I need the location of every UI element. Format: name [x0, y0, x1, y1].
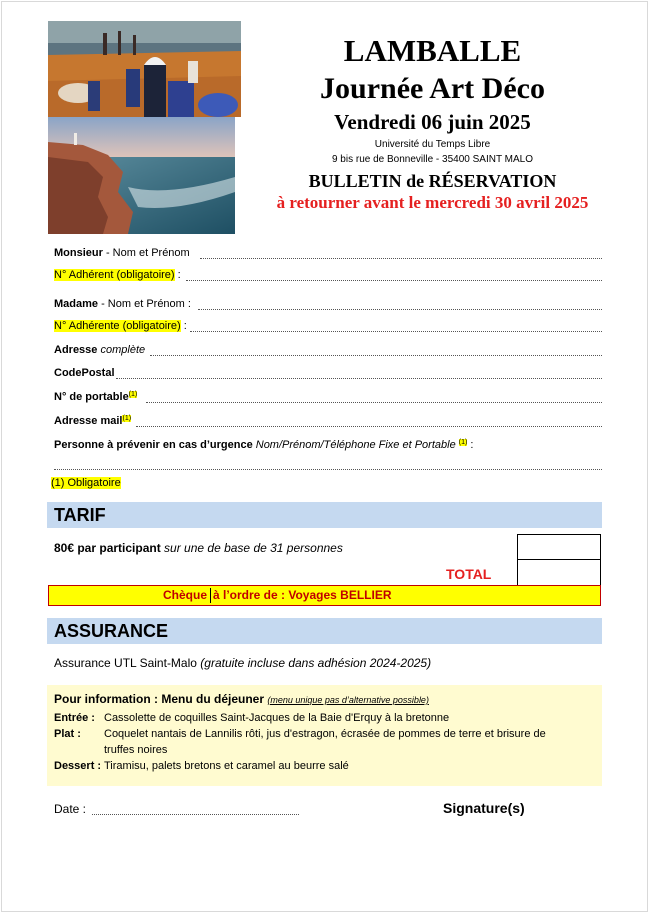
assurance-note: (gratuite incluse dans adhésion 2024-2025) — [200, 656, 432, 670]
madame-line[interactable] — [198, 309, 602, 310]
cheque-text-a: Chèque — [163, 588, 208, 602]
portable-label: N° de portable — [54, 391, 129, 403]
adresse-label: Adresse — [54, 344, 101, 356]
codepostal-line[interactable] — [116, 378, 602, 379]
total-box[interactable] — [517, 559, 601, 586]
urgence-colon: : — [467, 439, 474, 451]
cheque-banner — [48, 585, 601, 606]
monsieur-label: Monsieur — [54, 247, 103, 259]
urgence-sup: (1) — [458, 439, 468, 446]
date-line[interactable] — [92, 814, 299, 815]
plat-text-2: truffes noires — [104, 744, 168, 756]
urgence-label: Personne à prévenir en cas d’urgence — [54, 439, 256, 451]
portable-line[interactable] — [146, 402, 602, 403]
adherent-label: N° Adhérent (obligatoire) — [54, 269, 175, 281]
urgence-line-row[interactable] — [54, 456, 602, 472]
adherente-line[interactable] — [190, 331, 602, 332]
dessert-label: Dessert : — [54, 760, 102, 772]
tarif-heading: TARIF — [47, 502, 602, 528]
event-date: Vendredi 06 juin 2025 — [334, 110, 531, 134]
monsieur-line[interactable] — [200, 258, 602, 259]
codepostal-field[interactable] — [54, 365, 602, 381]
plat-text-1: Coquelet nantais de Lannilis rôti, jus d'estragon, écrasée de pommes de terre et brisure de — [104, 728, 546, 740]
codepostal-label: CodePostal — [54, 367, 115, 379]
urgence-field — [54, 437, 602, 453]
adresse-line[interactable] — [150, 355, 602, 356]
urgence-line[interactable] — [54, 469, 602, 470]
deadline: à retourner avant le mercredi 30 avril 2025 — [276, 193, 589, 212]
mail-line[interactable] — [136, 426, 602, 427]
organization: Université du Temps Libre — [374, 139, 491, 150]
entree-label: Entrée : — [54, 712, 95, 724]
obligatoire-note-row — [51, 475, 599, 491]
adherente-field[interactable] — [54, 318, 602, 334]
mail-sup: (1) — [122, 415, 132, 422]
painting-image — [48, 21, 241, 117]
obligatoire-note: (1) Obligatoire — [51, 477, 121, 489]
entree-text: Cassolette de coquilles Saint-Jacques de la Baie d'Erquy à la bretonne — [104, 712, 450, 724]
title: LAMBALLE — [343, 33, 522, 68]
total-label: TOTAL — [446, 566, 492, 582]
menu-title: Pour information : Menu du déjeuner — [54, 692, 268, 706]
text-cursor — [210, 588, 211, 603]
subtitle: Journée Art Déco — [320, 72, 545, 105]
date-label: Date : — [54, 802, 87, 816]
address: 9 bis rue de Bonneville - 35400 SAINT MALO — [331, 154, 534, 165]
date-field[interactable] — [54, 801, 299, 817]
signature-label: Signature(s) — [443, 800, 525, 816]
monsieur-hint: - Nom et Prénom — [102, 247, 190, 259]
mail-field[interactable] — [54, 413, 602, 429]
adresse-field[interactable] — [54, 342, 602, 358]
adherente-label: N° Adhérente (obligatoire) — [54, 320, 181, 332]
menu-title-row — [54, 692, 429, 706]
monsieur-field[interactable] — [54, 245, 602, 261]
coast-photo — [48, 117, 235, 234]
assurance-row — [54, 655, 602, 671]
dessert-text: Tiramisu, palets bretons et caramel au beurre salé — [104, 760, 349, 772]
plat-label: Plat : — [54, 728, 81, 740]
participants-box[interactable] — [517, 534, 601, 560]
assurance-text: Assurance UTL Saint-Malo — [54, 656, 201, 670]
mail-label: Adresse mail — [54, 415, 123, 427]
price-note: sur une de base de 31 personnes — [164, 541, 343, 555]
urgence-hint: Nom/Prénom/Téléphone Fixe et Portable — [255, 439, 459, 451]
adresse-hint: complète — [100, 344, 146, 356]
adherent-field[interactable] — [54, 267, 602, 283]
madame-hint: - Nom et Prénom : — [98, 298, 191, 310]
portable-sup: (1) — [128, 391, 138, 398]
madame-field[interactable] — [54, 296, 602, 312]
adherente-colon: : — [180, 320, 187, 332]
price: 80€ par participant — [54, 541, 165, 555]
adherent-colon: : — [174, 269, 181, 281]
adherent-line[interactable] — [186, 280, 602, 281]
menu-note: (menu unique pas d’alternative possible) — [267, 695, 429, 705]
cheque-text-b: à l’ordre de : Voyages BELLIER — [213, 588, 392, 602]
assurance-heading: ASSURANCE — [47, 618, 602, 644]
bulletin-heading: BULLETIN de RÉSERVATION — [308, 171, 557, 191]
madame-label: Madame — [54, 298, 99, 310]
portable-field[interactable] — [54, 389, 602, 405]
